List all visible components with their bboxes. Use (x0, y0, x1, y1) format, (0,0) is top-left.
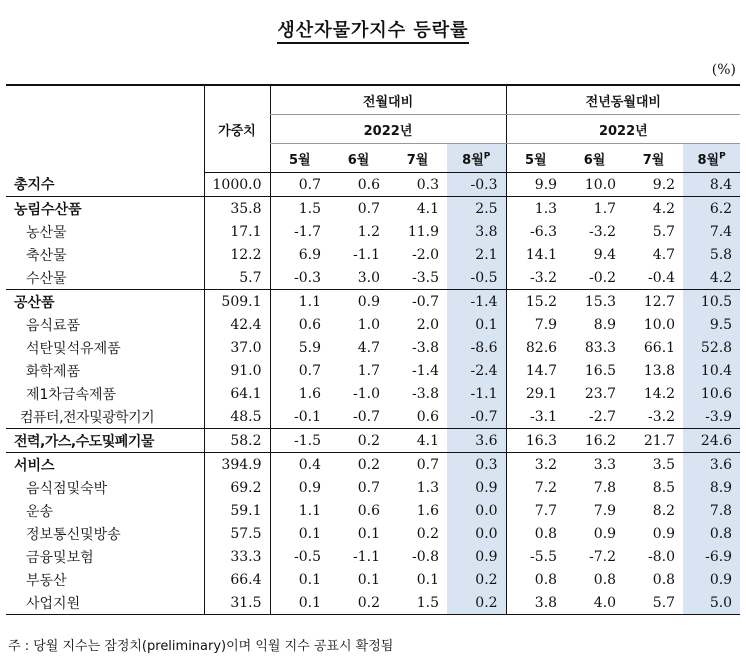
yoy-value-cell: 52.8 (683, 336, 740, 359)
yoy-value-cell: 9.2 (652, 176, 676, 193)
yoy-value-cell: 6.2 (683, 197, 740, 221)
mom-value-cell: -0.3 (447, 173, 506, 197)
mom-value-cell: 11.9 (407, 223, 439, 240)
yoy-value-cell: 4.0 (565, 591, 624, 615)
weight-cell: 66.4 (204, 568, 270, 591)
yoy-year: 2022년 (506, 115, 740, 144)
yoy-value-cell: 24.6 (683, 429, 740, 453)
mom-value-cell: 0.2 (329, 591, 388, 615)
yoy-value-cell: 14.2 (643, 385, 676, 402)
mom-value-cell: 1.5 (388, 591, 447, 615)
yoy-value-cell: 9.4 (593, 246, 617, 263)
mom-value-cell: 0.9 (270, 476, 329, 499)
yoy-value-cell: 14.7 (506, 359, 565, 382)
yoy-value-cell: 16.3 (506, 429, 565, 453)
yoy-value-cell: 10.4 (683, 359, 740, 382)
yoy-value-cell: 83.3 (584, 339, 617, 356)
mom-value-cell: 0.1 (270, 568, 329, 591)
yoy-value-cell: 29.1 (506, 382, 565, 405)
table-row (6, 545, 740, 568)
yoy-value-cell: 16.5 (584, 362, 617, 379)
table-row (6, 499, 740, 522)
row-label: 사업지원 (6, 591, 204, 615)
weight-cell: 59.1 (204, 499, 270, 522)
mom-value-cell: -1.7 (270, 220, 329, 243)
mom-value-cell: -8.6 (447, 336, 506, 359)
mom-value-cell: 1.3 (416, 479, 439, 496)
row-label: 화학제품 (26, 363, 81, 380)
mom-value-cell: 0.2 (329, 429, 388, 453)
mom-header: 전월대비 (270, 85, 506, 115)
mom-value-cell: 4.1 (388, 197, 447, 221)
yoy-value-cell: 8.9 (683, 476, 740, 499)
yoy-value-cell: -7.2 (589, 548, 617, 565)
mom-value-cell: 0.2 (416, 525, 439, 542)
weight-cell: 12.2 (204, 243, 270, 266)
weight-cell: 48.5 (204, 405, 270, 429)
mom-value-cell: 1.1 (270, 290, 329, 314)
mom-value-cell: -1.1 (447, 382, 506, 405)
mom-value-cell: -1.5 (270, 429, 329, 453)
row-label: 음식료품 (26, 317, 81, 334)
yoy-value-cell: 1.3 (506, 197, 565, 221)
weight-cell: 58.2 (204, 429, 270, 453)
yoy-value-cell: -8.0 (648, 548, 676, 565)
mom-value-cell: 0.2 (329, 453, 388, 477)
yoy-value-cell: 23.7 (584, 385, 617, 402)
yoy-value-cell: -3.9 (683, 405, 740, 429)
mom-value-cell: -3.8 (412, 339, 439, 356)
weight-cell: 57.5 (204, 522, 270, 545)
mom-value-cell: 0.7 (329, 197, 388, 221)
mom-value-cell: -0.8 (412, 548, 439, 565)
row-label: 서비스 (6, 453, 204, 477)
yoy-value-cell: 12.7 (624, 290, 683, 314)
yoy-value-cell: 82.6 (506, 336, 565, 359)
mom-value-cell: 1.5 (270, 197, 329, 221)
label-header-cell (6, 85, 204, 173)
mom-value-cell: 3.8 (447, 220, 506, 243)
row-label: 석탄및석유제품 (26, 340, 121, 357)
yoy-value-cell: -6.9 (683, 545, 740, 568)
row-label: 농림수산품 (6, 197, 204, 221)
yoy-value-cell: 5.7 (652, 223, 676, 240)
yoy-value-cell: 7.8 (593, 479, 617, 496)
mom-value-cell: 1.6 (270, 382, 329, 405)
table-row (6, 405, 740, 429)
yoy-value-cell: 10.6 (683, 382, 740, 405)
mom-value-cell: 0.6 (270, 313, 329, 336)
yoy-value-cell: 0.8 (652, 571, 676, 588)
row-label: 농산물 (26, 224, 67, 241)
weight-cell: 37.0 (204, 336, 270, 359)
table-row (6, 313, 740, 336)
yoy-value-cell: 13.8 (643, 362, 676, 379)
mom-value-cell: -1.4 (447, 290, 506, 314)
mom-value-cell: 4.1 (388, 429, 447, 453)
mom-value-cell: 5.9 (270, 336, 329, 359)
yoy-value-cell: 5.7 (624, 591, 683, 615)
footnote: 주 : 당월 지수는 잠정치(preliminary)이며 익월 지수 공표시 확정됨 (8, 639, 394, 654)
yoy-value-cell: 10.5 (683, 290, 740, 314)
mom-value-cell: 0.6 (416, 408, 439, 425)
mom-value-cell: 0.1 (447, 313, 506, 336)
yoy-value-cell: 16.2 (565, 429, 624, 453)
yoy-value-cell: 4.7 (652, 246, 676, 263)
table-row (6, 382, 740, 405)
mom-value-cell: 0.3 (416, 176, 439, 193)
table-row (6, 568, 740, 591)
yoy-month-header: 8월$^P$ (683, 144, 740, 173)
weight-cell: 394.9 (204, 453, 270, 477)
weight-cell: 35.8 (204, 197, 270, 221)
mom-value-cell: 6.9 (270, 243, 329, 266)
mom-value-cell: -3.5 (412, 269, 439, 286)
yoy-month-header: 7월 (624, 144, 683, 173)
yoy-value-cell: 3.6 (683, 453, 740, 477)
mom-value-cell: 1.2 (357, 223, 380, 240)
weight-cell: 64.1 (204, 382, 270, 405)
weight-cell: 1000.0 (204, 173, 270, 197)
yoy-value-cell: 9.5 (683, 313, 740, 336)
mom-month-header: 8월$^P$ (447, 144, 506, 173)
yoy-value-cell: 8.4 (683, 173, 740, 197)
yoy-value-cell: 0.9 (652, 525, 676, 542)
yoy-value-cell: 0.9 (683, 568, 740, 591)
ppi-table (6, 84, 740, 615)
mom-month-header: 6월 (329, 144, 388, 173)
table-row (6, 173, 740, 197)
mom-value-cell: -0.5 (270, 545, 329, 568)
yoy-value-cell: -0.4 (648, 269, 676, 286)
yoy-value-cell: 7.9 (593, 502, 617, 519)
yoy-value-cell: 7.7 (506, 499, 565, 522)
row-label: 전력,가스,수도및폐기물 (6, 429, 204, 453)
row-label: 음식점및숙박 (26, 480, 108, 497)
mom-value-cell: 0.9 (447, 545, 506, 568)
yoy-header: 전년동월대비 (506, 85, 740, 115)
mom-value-cell: 0.1 (270, 591, 329, 615)
table-row (6, 197, 740, 221)
mom-value-cell: 0.0 (447, 522, 506, 545)
table-row (6, 359, 740, 382)
yoy-value-cell: -6.3 (506, 220, 565, 243)
mom-value-cell: 0.9 (447, 476, 506, 499)
mom-value-cell: 1.7 (357, 362, 380, 379)
yoy-value-cell: 8.5 (652, 479, 676, 496)
mom-value-cell: 3.6 (447, 429, 506, 453)
yoy-value-cell: 15.2 (506, 290, 565, 314)
row-label: 축산물 (26, 247, 67, 264)
yoy-value-cell: 8.2 (652, 502, 676, 519)
table-row (6, 522, 740, 545)
mom-value-cell: 4.7 (357, 339, 380, 356)
mom-value-cell: 0.0 (447, 499, 506, 522)
yoy-value-cell: 66.1 (643, 339, 676, 356)
mom-value-cell: 0.7 (388, 453, 447, 477)
yoy-value-cell: 5.0 (683, 591, 740, 615)
yoy-value-cell: 1.7 (565, 197, 624, 221)
mom-value-cell: -0.7 (388, 290, 447, 314)
weight-cell: 69.2 (204, 476, 270, 499)
yoy-value-cell: 9.9 (506, 173, 565, 197)
yoy-value-cell: 7.9 (506, 313, 565, 336)
mom-value-cell: 0.7 (357, 479, 380, 496)
mom-value-cell: -1.1 (353, 246, 380, 263)
yoy-month-header: 5월 (506, 144, 565, 173)
mom-value-cell: 0.1 (270, 522, 329, 545)
mom-value-cell: 2.1 (447, 243, 506, 266)
yoy-month-header: 6월 (565, 144, 624, 173)
yoy-value-cell: 15.3 (565, 290, 624, 314)
mom-value-cell: 2.5 (447, 197, 506, 221)
mom-value-cell: -0.7 (353, 408, 380, 425)
row-label: 금융및보험 (26, 549, 94, 566)
mom-month-header: 7월 (388, 144, 447, 173)
weight-cell: 17.1 (204, 220, 270, 243)
yoy-value-cell: -3.1 (506, 405, 565, 429)
mom-value-cell: -1.1 (353, 548, 380, 565)
yoy-value-cell: 3.2 (506, 453, 565, 477)
row-label: 운송 (26, 503, 54, 520)
mom-value-cell: -2.4 (447, 359, 506, 382)
yoy-value-cell: -3.2 (648, 408, 676, 425)
mom-value-cell: -3.8 (412, 385, 439, 402)
mom-value-cell: 0.1 (416, 571, 439, 588)
mom-value-cell: 0.2 (447, 591, 506, 615)
mom-value-cell: -1.0 (353, 385, 380, 402)
mom-value-cell: 2.0 (416, 316, 439, 333)
yoy-value-cell: 4.2 (683, 266, 740, 290)
table-row (6, 429, 740, 453)
yoy-value-cell: 0.8 (506, 522, 565, 545)
mom-value-cell: 0.6 (357, 502, 380, 519)
preliminary-mark: P (719, 151, 726, 162)
weight-cell: 91.0 (204, 359, 270, 382)
mom-month-header: 5월 (270, 144, 329, 173)
mom-value-cell: 1.0 (357, 316, 380, 333)
mom-value-cell: 0.2 (447, 568, 506, 591)
mom-value-cell: 0.1 (357, 525, 380, 542)
table-row (6, 476, 740, 499)
yoy-value-cell: 7.8 (683, 499, 740, 522)
yoy-value-cell: -0.2 (589, 269, 617, 286)
mom-value-cell: 0.4 (270, 453, 329, 477)
yoy-value-cell: 21.7 (624, 429, 683, 453)
yoy-value-cell: -3.2 (506, 266, 565, 290)
table-row (6, 336, 740, 359)
mom-value-cell: 1.6 (416, 502, 439, 519)
table-row (6, 591, 740, 615)
yoy-value-cell: 0.9 (593, 525, 617, 542)
preliminary-mark: P (483, 151, 491, 162)
yoy-value-cell: 10.0 (643, 316, 676, 333)
row-label: 정보통신및방송 (26, 526, 121, 543)
row-label: 수산물 (26, 270, 67, 287)
yoy-value-cell: 0.8 (506, 568, 565, 591)
weight-cell: 33.3 (204, 545, 270, 568)
yoy-value-cell: 5.8 (683, 243, 740, 266)
table-row (6, 453, 740, 477)
weight-cell: 509.1 (204, 290, 270, 314)
mom-value-cell: 1.1 (270, 499, 329, 522)
row-label: 공산품 (6, 290, 204, 314)
yoy-value-cell: 3.8 (506, 591, 565, 615)
page-title: 생산자물가지수 등락률 (0, 16, 746, 42)
mom-value-cell: -0.3 (270, 266, 329, 290)
weight-cell: 31.5 (204, 591, 270, 615)
table-row (6, 290, 740, 314)
yoy-value-cell: 3.3 (565, 453, 624, 477)
row-label: 제1차금속제품 (26, 386, 117, 403)
yoy-value-cell: 8.9 (593, 316, 617, 333)
row-label: 부동산 (26, 572, 67, 589)
mom-value-cell: -0.7 (447, 405, 506, 429)
yoy-value-cell: 0.8 (593, 571, 617, 588)
mom-value-cell: -0.1 (270, 405, 329, 429)
mom-value-cell: -2.0 (412, 246, 439, 263)
yoy-value-cell: 3.5 (624, 453, 683, 477)
yoy-value-cell: -2.7 (589, 408, 617, 425)
yoy-value-cell: 0.8 (683, 522, 740, 545)
mom-value-cell: 3.0 (357, 269, 380, 286)
weight-cell: 42.4 (204, 313, 270, 336)
mom-value-cell: 0.7 (270, 173, 329, 197)
yoy-value-cell: 7.2 (506, 476, 565, 499)
yoy-value-cell: 14.1 (506, 243, 565, 266)
table-row (6, 266, 740, 290)
mom-value-cell: 0.1 (357, 571, 380, 588)
table-row (6, 243, 740, 266)
mom-value-cell: -1.4 (412, 362, 439, 379)
weight-cell: 5.7 (204, 266, 270, 290)
mom-value-cell: 0.6 (357, 176, 380, 193)
weight-header: 가중치 (204, 85, 270, 173)
mom-value-cell: 0.3 (447, 453, 506, 477)
mom-value-cell: 0.7 (270, 359, 329, 382)
unit-label: (%) (711, 62, 736, 78)
yoy-value-cell: -5.5 (506, 545, 565, 568)
mom-year: 2022년 (270, 115, 506, 144)
yoy-value-cell: 4.2 (624, 197, 683, 221)
row-label: 총지수 (14, 177, 55, 194)
mom-value-cell: -0.5 (447, 266, 506, 290)
mom-value-cell: 0.9 (329, 290, 388, 314)
table-row (6, 220, 740, 243)
yoy-value-cell: -3.2 (589, 223, 617, 240)
yoy-value-cell: 7.4 (683, 220, 740, 243)
yoy-value-cell: 10.0 (584, 176, 617, 193)
row-label: 컴퓨터,전자및광학기기 (20, 409, 155, 426)
